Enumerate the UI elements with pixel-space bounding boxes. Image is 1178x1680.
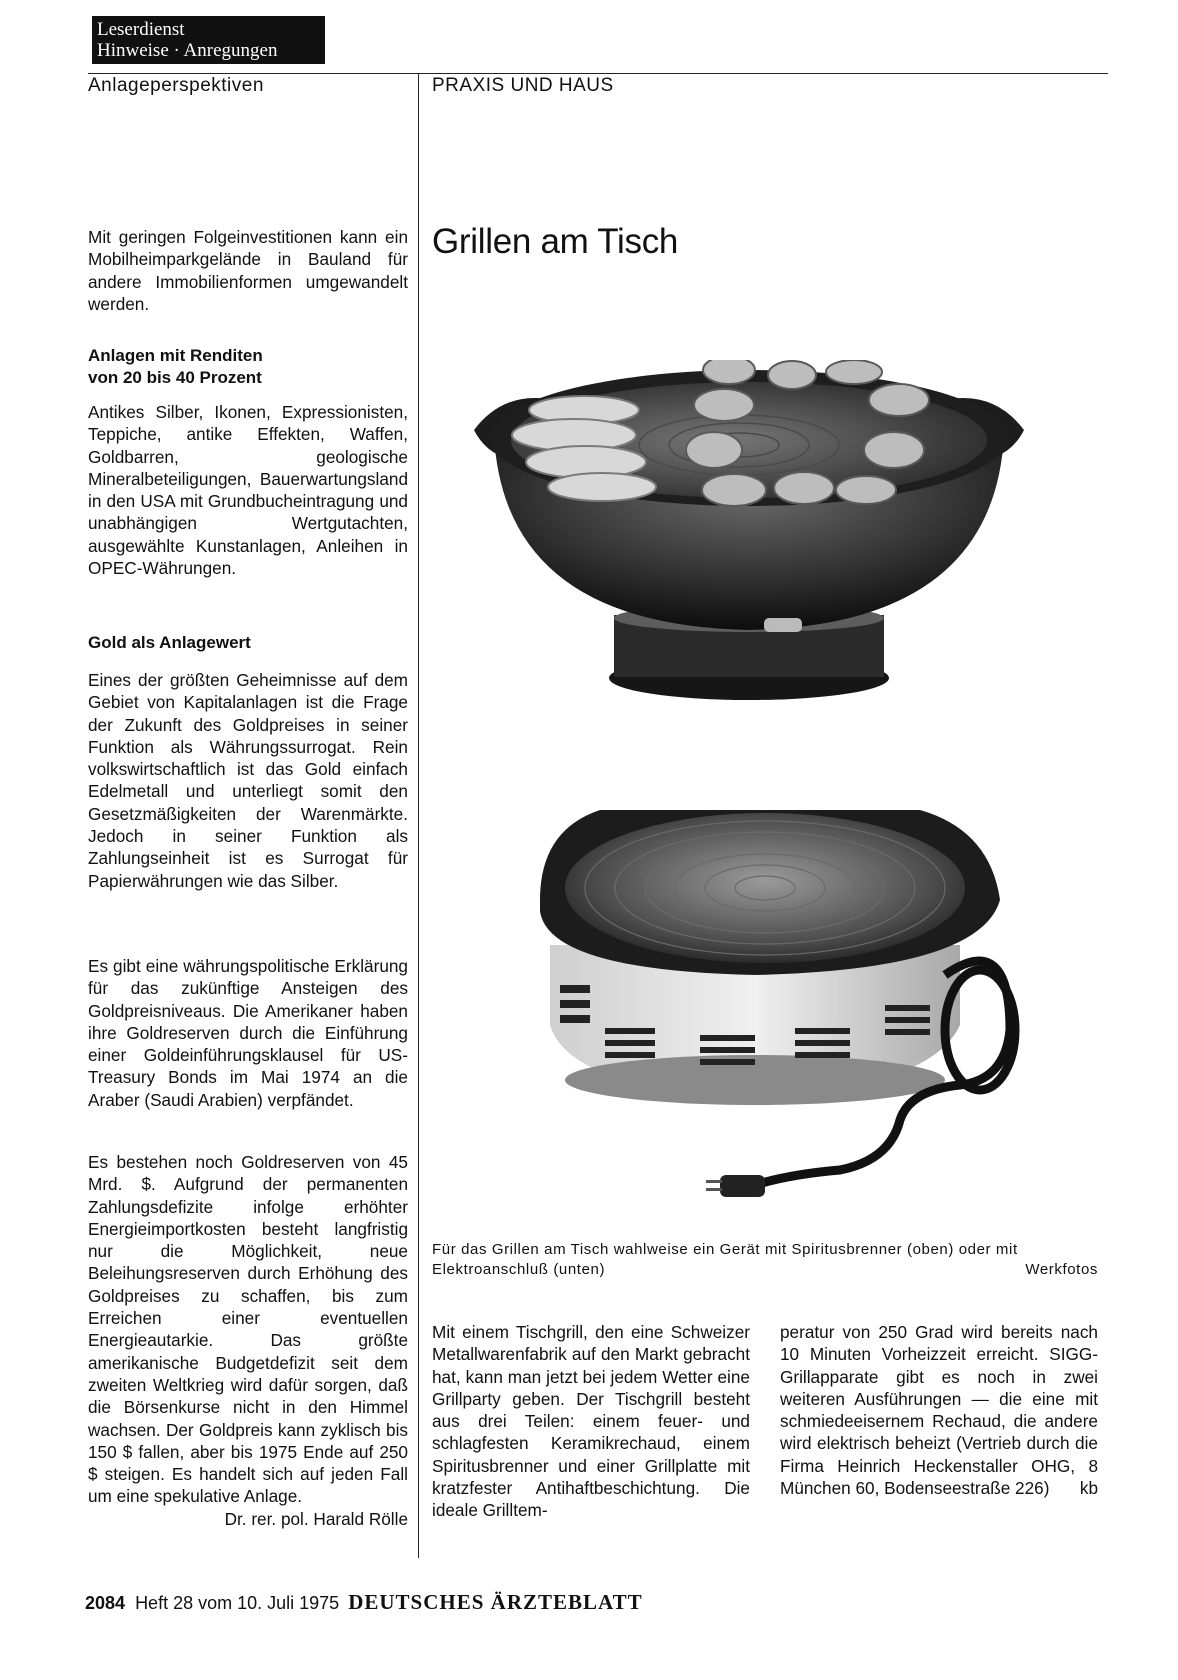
page-number: 2084 [85,1593,126,1613]
paragraph-antikes: Antikes Silber, Ikonen, Expressionisten, Teppiche, antike Effekten, Waffen, Goldbarren, geologische Mineralbeteiligungen, Bauerwartungsland in den USA mit Grundbucheintragung und unabhängigen Wertgutachten, ausgewählte Kunstanlagen, Anleihen in OPEC-Währungen. [88,402,408,579]
article-column-1 [432,1321,750,1522]
photo-caption [432,1240,1098,1280]
grill-photo-electric [540,790,1040,1200]
badge-line-2: Hinweise · Anregungen [97,40,278,61]
left-section-label: Anlageperspektiven [88,75,264,96]
section-badge [92,16,325,64]
paragraph-goldreserven [88,1151,408,1529]
left-para-2 [88,669,408,892]
author-name: Dr. rer. pol. Harald Rölle [224,1508,408,1529]
paragraph-erklaerung: Es gibt eine währungspolitische Erklärung für das zukünftige Ansteigen des Goldpreisniveaus. Die Amerikaner haben ihre Goldreserven durch die Einführung einer Goldeinführungsklausel für US-Treasury Bonds im Mai 1974 an die Araber (Saudi Arabien) verpfändet. [88,956,408,1110]
page-footer [85,1590,643,1615]
article-signature: kb [1079,1478,1098,1499]
paragraph-geheimnisse: Eines der größten Geheimnisse auf dem Gebiet von Kapitalanlagen ist die Frage der Zukunft des Goldpreises in seiner Funktion als Währungssurrogat. Rein volkswirtschaftlich ist das Gold einfach Edelmetall und unterliegt somit den Gesetzmäßigkeiten der Warenmärkte. Jedoch in seiner Funktion als Zahlungseinheit ist es Surrogat für Papierwährungen wie das Silber. [88,670,408,891]
left-para-1 [88,401,408,579]
heading-gold-text: Gold als Anlagewert [88,633,251,652]
left-intro [88,226,408,315]
heading-anlagen-line1: Anlagen mit Renditen [88,346,263,365]
intro-paragraph: Mit geringen Folgeinvestitionen kann ein Mobilheimparkgelände in Bauland für andere Immobilienformen umgewandelt werden. [88,227,408,314]
article-headline: Grillen am Tisch [432,222,679,261]
caption-text: Für das Grillen am Tisch wahlweise ein Gerät mit Spiritusbrenner (oben) oder mit Elektroanschluß (unten) [432,1241,1018,1278]
photo-credit: Werkfotos [1025,1261,1098,1278]
article-column-2 [780,1321,1098,1499]
left-para-4 [88,1151,408,1530]
heading-gold [88,632,408,654]
article-text-1: Mit einem Tischgrill, den eine Schweizer Metallwarenfabrik auf den Markt gebracht hat, kann man jetzt bei jedem Wetter eine Grillparty geben. Der Tischgrill besteht aus drei Teilen: einem feuer- und schlagfesten Keramikrechaud, einem Spiritusbrenner und einer Grillplatte mit kratzfester Antihaftbeschichtung. Die ideale Grilltem- [432,1322,750,1521]
issue-info: Heft 28 vom 10. Juli 1975 [135,1593,340,1613]
article-text-2-body: peratur von 250 Grad wird bereits nach 10 Minuten Vorheizzeit erreicht. SIGG-Grillapparate gibt es noch in zwei weiteren Ausführungen — die eine mit schmiedeeisernem Rechaud, die andere wird elektrisch beheizt (Vertrieb durch die Firma Heinrich Heckenstaller OHG, 8 München 60, Bodenseestraße 226) [780,1322,1098,1499]
article-text-2 [780,1321,1098,1499]
grill-photo-spirit-burner [474,360,1064,705]
top-rule [88,73,1108,74]
badge-line-1: Leserdienst [97,19,185,40]
heading-anlagen-line2: von 20 bis 40 Prozent [88,368,262,387]
heading-anlagen [88,345,408,389]
column-divider [418,74,419,1558]
paragraph-goldreserven-text: Es bestehen noch Goldreserven von 45 Mrd. $. Aufgrund der permanenten Zahlungsdefizite infolge erhöhter Energieimportkosten besteht langfristig nur die Möglichkeit, neue Beleihungsreserven durch Erhöhung des Goldpreises zu schaffen, bis zum Erreichen einer eventuellen Energieautarkie. Das größte amerikanische Budgetdefizit seit dem zweiten Weltkrieg wird dafür sorgen, daß die Börsenkurse nicht in den Himmel wachsen. Der Goldpreis kann zyklisch bis 150 $ fallen, aber bis 1975 Ende auf 250 $ steigen. Es handelt sich auf jeden Fall um eine spekulative Anlage. [88,1152,408,1507]
magazine-name: DEUTSCHES ÄRZTEBLATT [348,1590,643,1614]
left-para-3 [88,955,408,1111]
right-section-label: PRAXIS UND HAUS [432,75,614,96]
